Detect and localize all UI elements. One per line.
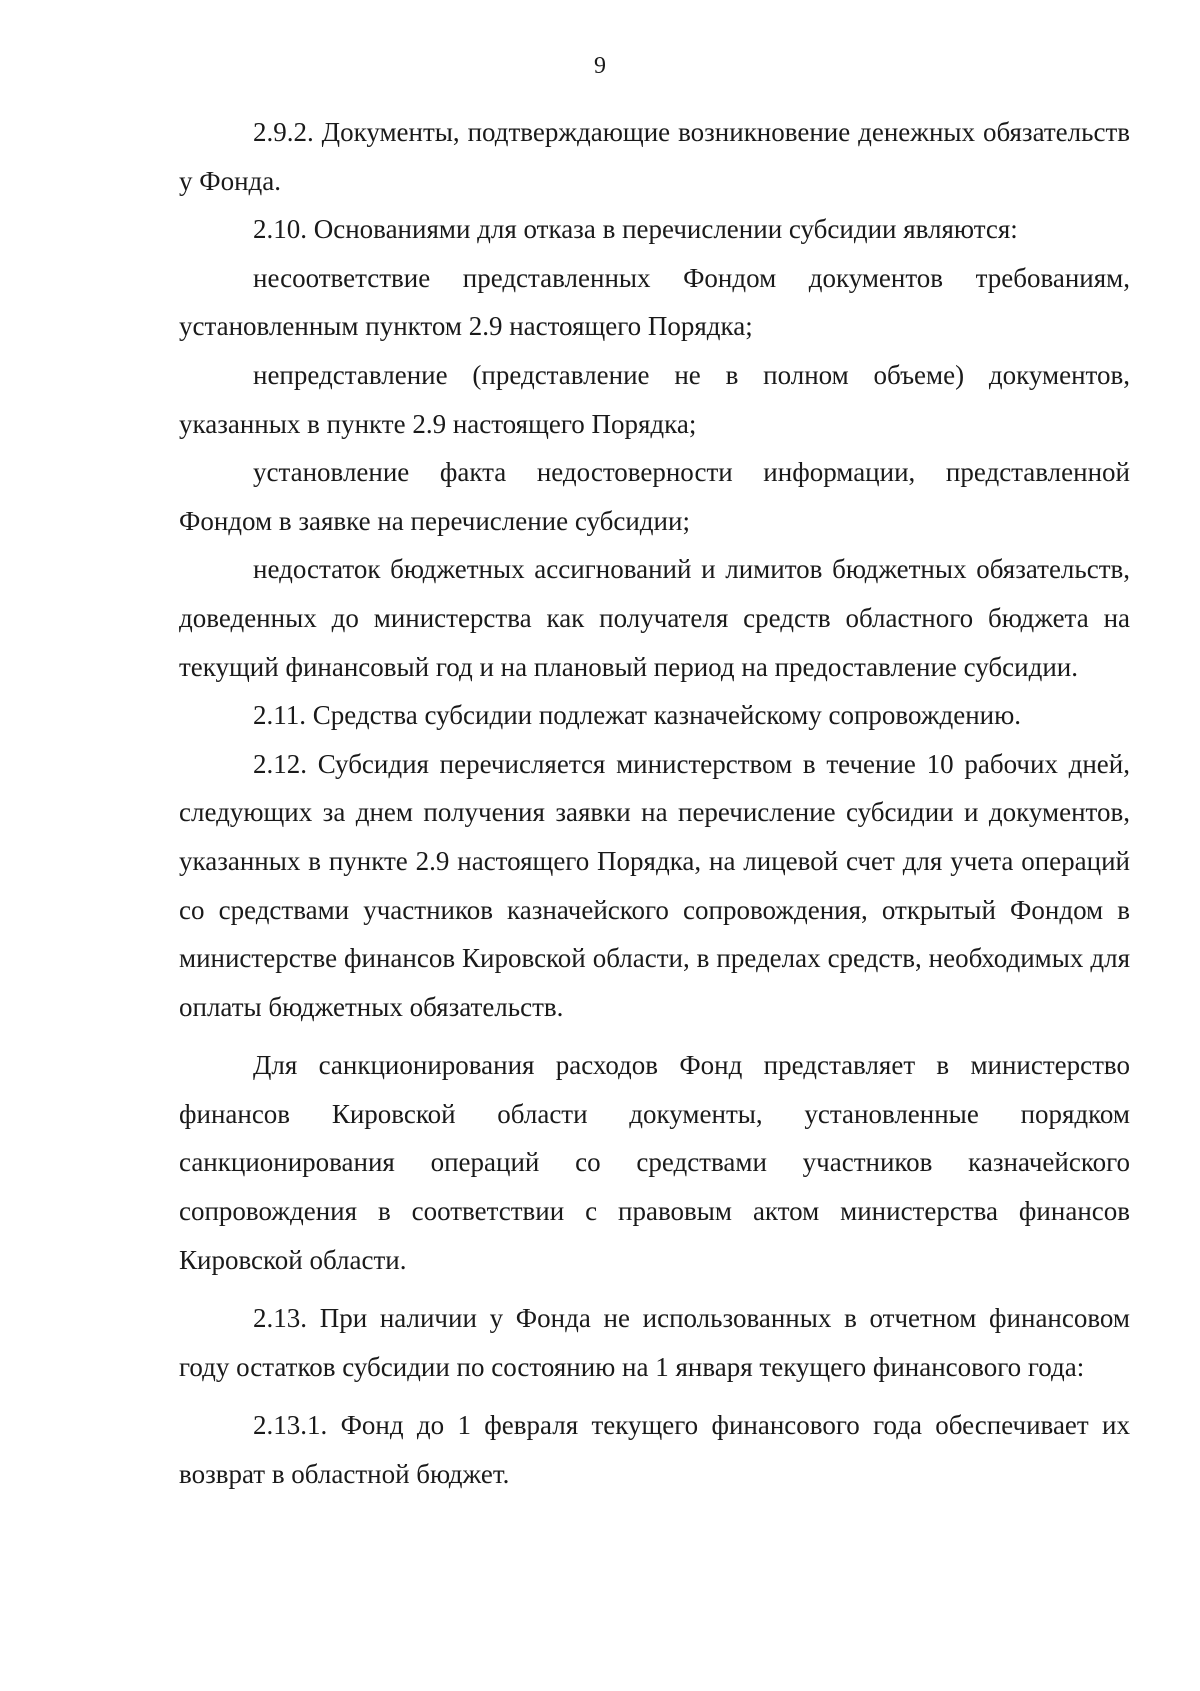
- paragraph-refusal-reason-2: непредставление (представление не в полном объеме) документов, указанных в пункте 2.9 настоящего Порядка;: [179, 359, 1130, 439]
- page-number: 9: [594, 53, 606, 79]
- paragraph-sanctioning: Для санкционирования расходов Фонд представляет в министерство финансов Кировской области документы, установленные порядком санкционирования операций со средствами участников казначейского сопровождения в соответствии с правовым актом министерства финансов Кировской области.: [179, 1050, 1130, 1275]
- paragraph-2-13: 2.13. При наличии у Фонда не использованных в отчетном финансовом году остатков субсидии по состоянию на 1 января текущего финансового года:: [179, 1303, 1130, 1382]
- paragraph-refusal-reason-3: установление факта недостоверности информации, представленной Фондом в заявке на перечисление субсидии;: [179, 457, 1130, 536]
- paragraph-2-10: 2.10. Основаниями для отказа в перечислении субсидии являются:: [253, 214, 1018, 245]
- paragraph-2-12: 2.12. Субсидия перечисляется министерством в течение 10 рабочих дней, следующих за днем получения заявки на перечисление субсидии и документов, указанных в пункте 2.9 настоящего Порядка, на лицевой счет для учета операций со средствами участников казначейского сопровождения, открытый Фондом в министерстве финансов Кировской области, в пределах средств, необходимых для оплаты бюджетных обязательств.: [179, 748, 1130, 1022]
- document-body: [179, 108, 1130, 1499]
- paragraph-refusal-reason-4: недостаток бюджетных ассигнований и лимитов бюджетных обязательств, доведенных до министерства как получателя средств областного бюджета на текущий финансовый год и на плановый период на предоставление субсидии.: [179, 554, 1130, 682]
- paragraph-refusal-reason-1: несоответствие представленных Фондом документов требованиям, установленным пунктом 2.9 настоящего Порядка;: [179, 262, 1130, 342]
- paragraph-2-9-2: 2.9.2. Документы, подтверждающие возникновение денежных обязательств у Фонда.: [179, 117, 1130, 196]
- paragraph-2-11: 2.11. Средства субсидии подлежат казначейскому сопровождению.: [253, 700, 1022, 731]
- paragraph-2-13-1: 2.13.1. Фонд до 1 февраля текущего финансового года обеспечивает их возврат в областной бюджет.: [179, 1410, 1130, 1490]
